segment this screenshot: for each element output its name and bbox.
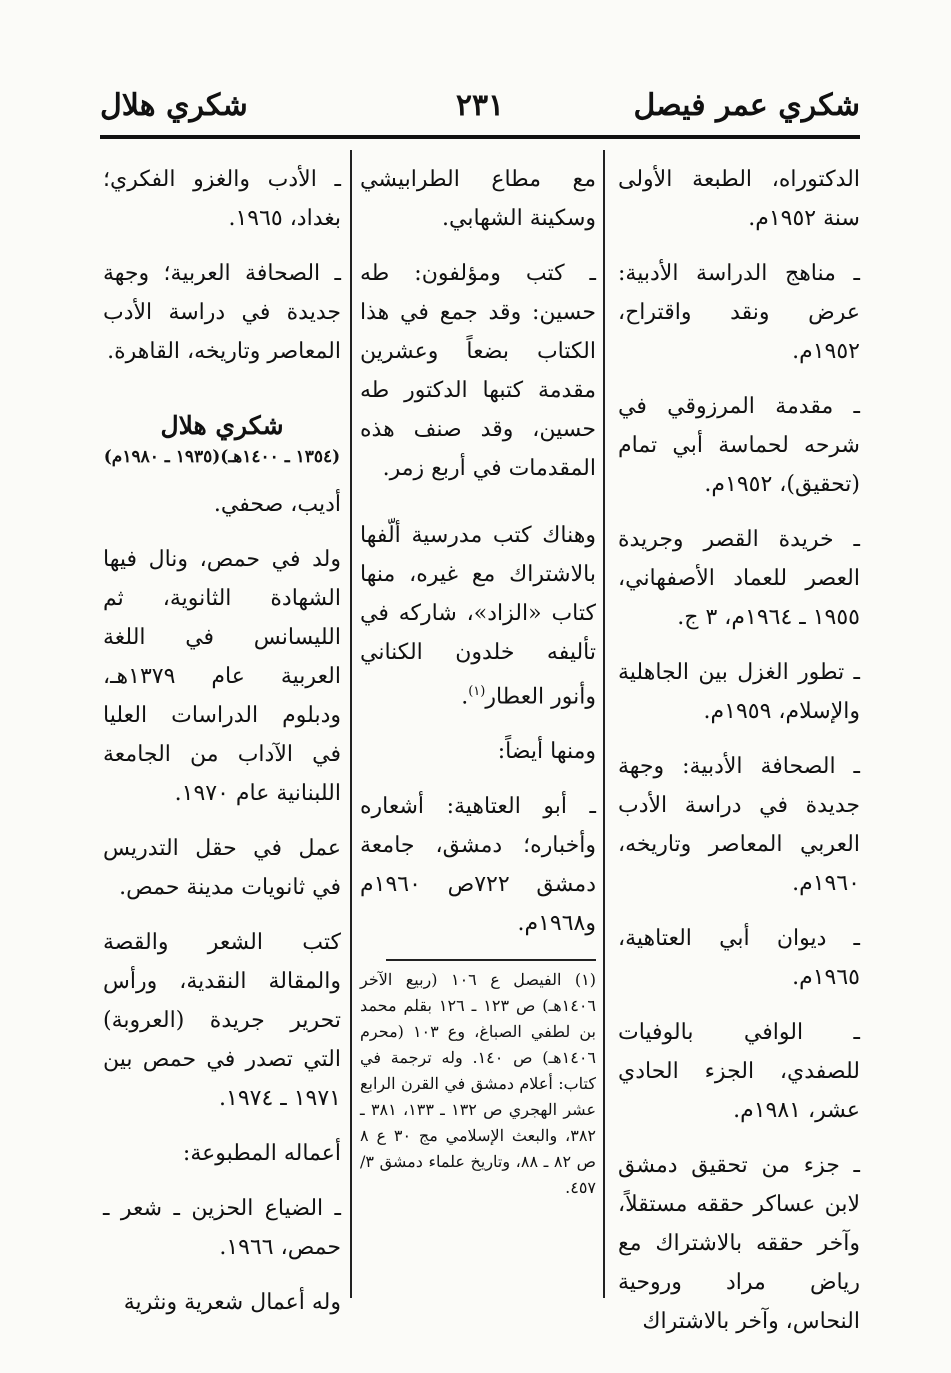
entry-paragraph: ـ الوافي بالوفيات للصفدي، الجزء الحادي عشر، ١٩٨١م. — [618, 1020, 860, 1123]
entry-paragraph: ومنها أيضاً: — [497, 739, 596, 765]
entry-paragraph: أديب، صحفي. — [213, 492, 341, 517]
entry-paragraph: ـ تطور الغزل بين الجاهلية والإسلام، ١٩٥٩م. — [618, 660, 860, 724]
entry-paragraph: ـ جزء من تحقيق دمشق لابن عساكر حققه مستقلاً، وآخر حققه بالاشتراك مع رياض مراد وروحية النحاس، وآخر بالاشتراك — [618, 1153, 860, 1334]
biography-dates: (١٣٥٤ ـ ١٤٠٠هـ)(١٩٣٥ ـ ١٩٨٠م) — [103, 447, 341, 467]
entry-paragraph: ـ أبو العتاهية: أشعاره وأخباره؛ دمشق، جامعة دمشق ٧٢٢ص ١٩٦٠م و١٩٦٨م. — [360, 794, 596, 937]
entry-paragraph: ـ ديوان أبي العتاهية، ١٩٦٥م. — [618, 926, 860, 990]
entry-paragraph: ـ الضياع الحزين ـ شعر ـ حمص، ١٩٦٦. — [103, 1196, 341, 1260]
entry-paragraph: الدكتوراه، الطبعة الأولى سنة ١٩٥٢م. — [618, 167, 860, 231]
entry-paragraph: ـ مناهج الدراسة الأدبية: عرض ونقد واقتراح، ١٩٥٢م. — [618, 261, 860, 364]
entry-paragraph: وهناك كتب مدرسية ألّفها بالاشتراك مع غيره، منها كتاب «الزاد»، شاركه في تأليفه خلدون الكناني وأنور العطار$^{(١)}$. — [360, 523, 596, 710]
header-rule — [100, 135, 860, 139]
entry-paragraph: ـ خريدة القصر وجريدة العصر للعماد الأصفهاني، ١٩٥٥ ـ ١٩٦٤م، ٣ ج. — [618, 527, 860, 630]
footnote-marker: (١) — [468, 684, 486, 699]
entry-paragraph: ـ كتب ومؤلفون: طه حسين: وقد جمع في هذا الكتاب بضعاً وعشرين مقدمة كتبها الدكتور طه حسين، وقد صنف هذه المقدمات في أربع زمر. — [360, 261, 596, 481]
running-header — [100, 88, 860, 138]
entry-paragraph: عمل في حقل التدريس في ثانويات مدينة حمص. — [103, 836, 341, 900]
entry-paragraph: ـ مقدمة المرزوقي في شرحه لحماسة أبي تمام (تحقيق)، ١٩٥٢م. — [618, 394, 860, 497]
page-number: ٢٣١ — [455, 88, 505, 123]
paragraph-text: وهناك كتب مدرسية ألّفها بالاشتراك مع غيره، منها كتاب «الزاد»، شاركه في تأليفه خلدون الكناني وأنور العطار — [360, 523, 596, 710]
entry-paragraph: مع مطاع الطرابيشي وسكينة الشهابي. — [360, 167, 596, 231]
entry-paragraph: ولد في حمص، ونال فيها الشهادة الثانوية، ثم الليسانس في اللغة العربية عام ١٣٧٩هـ، ودبلوم الدراسات العليا في الآداب من الجامعة اللبنانية عام ١٩٧٠. — [103, 547, 341, 806]
footnote: (١) الفيصل ع ١٠٦ (ربيع الآخر ١٤٠٦هـ) ص ١٢٣ ـ ١٢٦ بقلم محمد بن لطفي الصباغ، وع ١٠٣ (محرم ١٤٠٦هـ) ص ١٤٠. وله ترجمة في كتاب: أعلام دمشق في القرن الرابع عشر الهجري ص ١٣٢ ـ ١٣٣، ٣٨١ ـ ٣٨٢، والبعث الإسلامي مج ٣٠ ع ٨ ص ٨٢ ـ ٨٨، وتاريخ علماء دمشق ٣/ ٤٥٧. — [360, 970, 597, 1198]
right-column — [618, 160, 860, 1357]
entry-paragraph: ـ الصحافة العربية؛ وجهة جديدة في دراسة الأدب المعاصر وتاريخه، القاهرة. — [103, 261, 341, 364]
header-right-title: شكري عمر فيصل — [633, 88, 860, 123]
entry-paragraph: أعماله المطبوعة: — [182, 1141, 341, 1166]
middle-column — [360, 160, 596, 1201]
footnote-rule — [386, 959, 596, 961]
entry-paragraph: ـ الأدب والغزو الفكري؛ بغداد، ١٩٦٥. — [103, 167, 341, 231]
header-left-title: شكري هلال — [100, 88, 248, 123]
column-divider-right — [603, 150, 605, 1298]
column-divider-left — [350, 150, 352, 1298]
biography-heading: شكري هلال — [160, 411, 284, 440]
entry-paragraph: كتب الشعر والقصة والمقالة النقدية، ورأس تحرير جريدة (العروبة) التي تصدر في حمص بين ١٩٧١ ـ ١٩٧٤. — [103, 930, 341, 1111]
entry-paragraph: ـ الصحافة الأدبية: وجهة جديدة في دراسة الأدب العربي المعاصر وتاريخه، ١٩٦٠م. — [618, 754, 860, 896]
entry-paragraph: وله أعمال شعرية ونثرية — [123, 1290, 341, 1315]
left-column — [103, 160, 341, 1338]
